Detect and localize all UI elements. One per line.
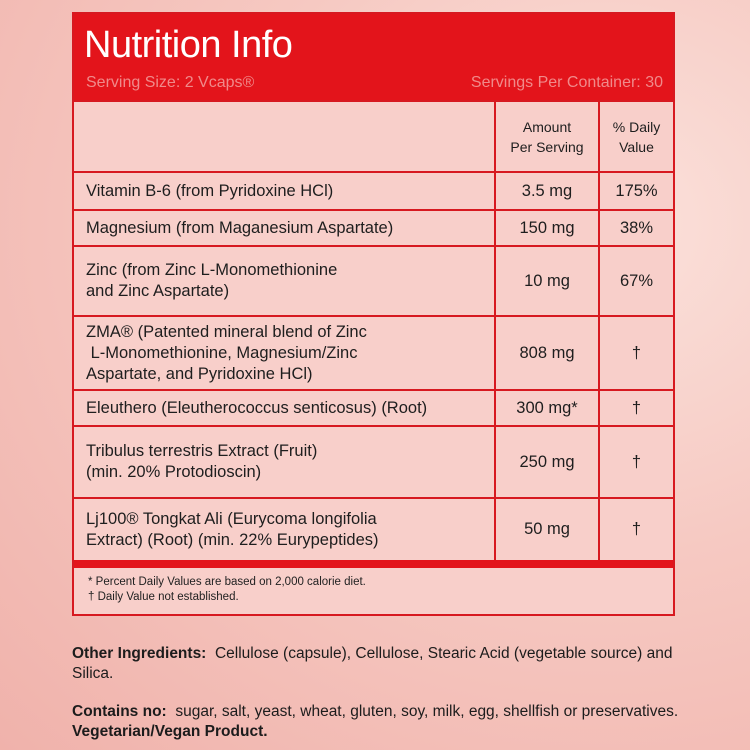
row-name-line: (min. 20% Protodioscin) <box>86 463 262 481</box>
table-bottom-band <box>74 560 673 568</box>
row-name-line: and Zinc Aspartate) <box>86 282 230 300</box>
row-name-line: Tribulus terrestris Extract (Fruit) <box>86 442 318 460</box>
other-ingredients-text: Cellulose (capsule), Cellulose, Stearic Acid (vegetable source) and Silica. <box>72 645 677 682</box>
row-name <box>74 426 495 498</box>
row-amount: 3.5 mg <box>495 172 599 210</box>
row-name-line: ZMA® (Patented mineral blend of Zinc <box>86 322 367 341</box>
row-amount: 250 mg <box>495 426 599 498</box>
percent-daily-value-note: * Percent Daily Values are based on 2,000 calorie diet. <box>88 576 366 588</box>
nutrition-panel <box>72 12 675 616</box>
table-row <box>74 172 673 210</box>
row-name-line: Eleuthero (Eleutherococcus senticosus) (Root) <box>86 398 428 417</box>
row-amount: 10 mg <box>495 246 599 316</box>
table-row <box>74 390 673 426</box>
row-daily-value: 67% <box>599 246 673 316</box>
panel-title: Nutrition Info <box>84 24 293 66</box>
row-daily-value: 38% <box>599 210 673 246</box>
serving-size: Serving Size: 2 Vcaps® <box>86 74 255 91</box>
row-daily-value: † <box>599 316 673 390</box>
row-name-line: Lj100® Tongkat Ali (Eurycoma longifolia <box>86 509 377 528</box>
table-row <box>74 498 673 560</box>
row-name <box>74 246 495 316</box>
row-name-line: Extract) (Root) (min. 22% Eurypeptides) <box>86 530 379 549</box>
row-name-line: Magnesium (from Maganesium Aspartate) <box>86 218 394 237</box>
row-name-line: Vitamin B-6 (from Pyridoxine HCl) <box>86 181 334 200</box>
row-name-line: L-Monomethionine, Magnesium/Zinc <box>86 343 358 362</box>
row-daily-value: † <box>599 426 673 498</box>
row-name <box>74 316 495 390</box>
servings-per-container: Servings Per Container: 30 <box>470 74 663 91</box>
daily-value-not-established-note: † Daily Value not established. <box>88 591 239 603</box>
row-name <box>74 210 495 246</box>
contains-no <box>72 702 682 742</box>
amount-column-header <box>495 102 599 172</box>
dv-header-line1: % Daily <box>612 118 661 135</box>
row-daily-value: † <box>599 498 673 560</box>
name-column-header <box>74 102 495 172</box>
dv-header-line2: Value <box>619 138 654 155</box>
daily-value-column-header <box>599 102 673 172</box>
vegetarian-vegan-note: Vegetarian/Vegan Product. <box>72 723 268 740</box>
contains-no-text: sugar, salt, yeast, wheat, gluten, soy, milk, egg, shellfish or preservatives. <box>166 703 683 720</box>
row-amount: 50 mg <box>495 498 599 560</box>
column-header-row <box>74 102 673 172</box>
contains-no-label: Contains no: <box>72 703 167 720</box>
row-daily-value: 175% <box>599 172 673 210</box>
table-row <box>74 426 673 498</box>
table-row <box>74 316 673 390</box>
row-name-line: Zinc (from Zinc L-Monomethionine <box>86 261 338 279</box>
nutrition-table <box>74 102 673 560</box>
amount-header-line2: Per Serving <box>510 138 584 155</box>
row-amount: 300 mg* <box>495 390 599 426</box>
other-ingredients-label: Other Ingredients: <box>72 645 207 662</box>
row-amount: 808 mg <box>495 316 599 390</box>
table-row <box>74 246 673 316</box>
footnotes <box>88 575 366 605</box>
row-name <box>74 390 495 426</box>
panel-header <box>74 14 673 102</box>
row-name <box>74 172 495 210</box>
other-ingredients <box>72 644 682 684</box>
row-name-line: Aspartate, and Pyridoxine HCl) <box>86 364 313 383</box>
row-name <box>74 498 495 560</box>
table-row <box>74 210 673 246</box>
row-amount: 150 mg <box>495 210 599 246</box>
amount-header-line1: Amount <box>522 118 572 135</box>
row-daily-value: † <box>599 390 673 426</box>
